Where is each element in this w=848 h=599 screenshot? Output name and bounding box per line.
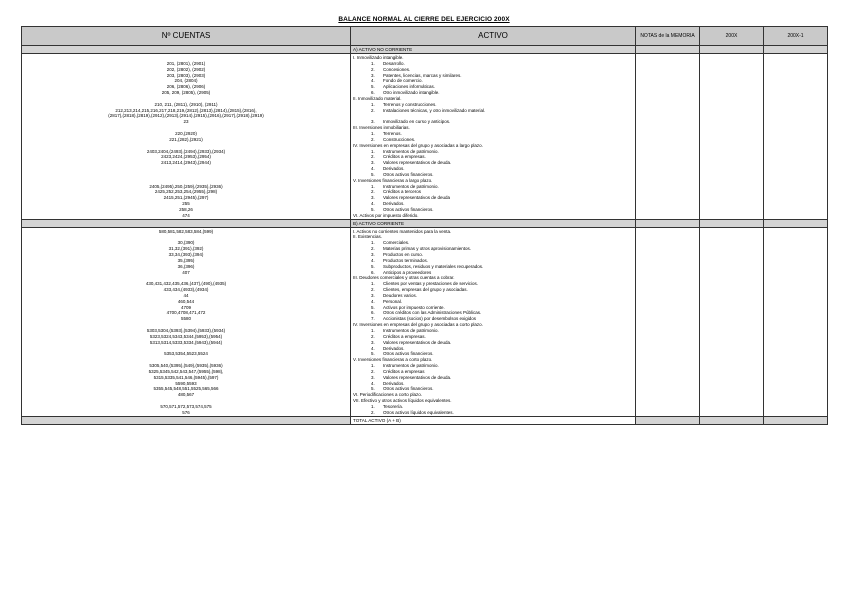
account-code-line: 5305,540,(5395),(549),(5935),(5936) [149, 363, 223, 369]
item-text: Instrumentos de patrimonio. [383, 183, 439, 189]
account-code-line: 430,431,432,435,436,(437),(490),(4935) [145, 281, 227, 287]
item-text: Subproductos, residuos y materiales recuperados. [383, 263, 484, 269]
item-text: Anticipos a proveedores [383, 269, 432, 275]
account-code-line: 203, (2803), (2903) [166, 72, 206, 78]
account-code-line: 5303,5304,(5393),(5394),(5933),(5934) [146, 327, 226, 333]
section-b-year-previous-cell [764, 227, 828, 416]
item-number: 6. [371, 269, 375, 275]
item-text: Otros activos financieros. [383, 386, 434, 392]
item-text: Desarrollo. [383, 60, 405, 66]
item-text: Activos por impuesto corriente. [383, 304, 445, 310]
item-text: III. Deudores comerciales y otras cuentas a cobrar. [353, 275, 455, 281]
section-b-items [351, 227, 636, 416]
item-text: Productos en curso. [383, 252, 424, 257]
item-number: 2. [371, 287, 375, 293]
item-text: Derivados. [383, 345, 405, 351]
total-label: TOTAL ACTIVO (A + B) [351, 416, 636, 424]
header-year-previous: 200X-1 [764, 27, 828, 46]
section-a-notas-cell [636, 54, 700, 220]
account-code-line: 460,544 [177, 298, 195, 304]
item-text: Derivados. [383, 380, 405, 386]
item-text: Accionistas (socios) por desembolsos exigidos [383, 316, 477, 322]
section-b-year-current-cell [700, 227, 764, 416]
item-text [353, 113, 354, 118]
item-number: 1. [371, 148, 375, 154]
account-code-line: 44 [183, 292, 189, 298]
item-text: VI. Periodificaciones a corto plazo. [353, 392, 423, 398]
document-title: BALANCE NORMAL AL CIERRE DEL EJERCICIO 200X [338, 16, 510, 23]
item-text: Inmovilizado en curso y anticipos. [383, 119, 451, 125]
item-text: VII. Efectivo y otros activos líquidos equivalentes. [353, 398, 452, 404]
item-text: Clientes, empresas del grupo y asociadas. [383, 287, 468, 293]
item-text: Clientes por ventas y prestaciones de servicios. [383, 281, 479, 287]
item-number: 5. [371, 304, 375, 310]
account-code-line: 255 [182, 201, 190, 207]
item-text: Otros créditos con las Administraciones Públicas. [383, 310, 482, 316]
account-code-line: 407 [182, 269, 190, 275]
total-row [22, 416, 828, 424]
item-number: 1. [371, 403, 375, 409]
account-code-line: 570,571,572,573,574,575 [160, 403, 212, 409]
item-number: 1. [371, 101, 375, 107]
account-code-line: 31,32,(391),(392) [168, 246, 204, 252]
item-number: 1. [371, 240, 375, 246]
item-text: Valores representativos de deuda. [383, 160, 452, 166]
item-number: 4. [371, 201, 375, 207]
item-text: VI. Activos por impuesto diferido. [353, 212, 419, 218]
header-accounts: Nº CUENTAS [22, 27, 351, 46]
section-a-body [22, 54, 828, 220]
section-b-body [22, 227, 828, 416]
account-code-line: 4700,4708,471,472 [166, 310, 206, 316]
item-number: 6. [371, 310, 375, 316]
item-text: IV. Inversiones en empresas del grupo y asociadas a corto plazo. [353, 322, 483, 328]
account-code-line: 5580 [180, 316, 191, 322]
item-number: 2. [371, 246, 375, 252]
account-code-line: 36,(396) [177, 263, 195, 269]
item-number: 3. [371, 72, 375, 78]
account-code-line: 201, (2801), (2901) [166, 60, 206, 66]
account-code-line: 580,581,582,583,584,(599) [158, 228, 214, 234]
item-text: Aplicaciones informáticas. [383, 84, 436, 90]
item-number: 3. [371, 252, 375, 257]
account-code-line: 23 [183, 119, 189, 125]
item-number: 1. [371, 281, 375, 287]
section-a-year-previous-cell [764, 54, 828, 220]
account-code-line: 204, (2804) [174, 78, 198, 84]
item-number: 2. [371, 136, 375, 142]
item-number: 1. [371, 183, 375, 189]
item-number: 5. [371, 263, 375, 269]
item-number: 3. [371, 119, 375, 125]
item-number: 3. [371, 195, 375, 201]
item-text: Instalaciones técnicas, y otro inmovilizado material. [383, 107, 486, 113]
section-b-notas-cell [636, 227, 700, 416]
account-code-line: 35,(395) [177, 257, 195, 263]
item-text: Valores representativos de deuda. [383, 339, 452, 345]
item-number: 3. [371, 339, 375, 345]
item-number: 2. [371, 333, 375, 339]
account-code-line: 221,(282),(2921) [169, 136, 203, 142]
item-number: 3. [371, 374, 375, 380]
account-code-line: 5323,5324,5343,5344,(5953),(5954) [149, 333, 223, 339]
section-a-header-row [22, 46, 828, 54]
item-text: Otros activos líquidos equivalentes. [383, 409, 454, 415]
item-text: II. Existencias. [353, 234, 383, 240]
account-code-line: 2423,2424,(2953),(2954) [161, 154, 211, 160]
item-text: Terrenos y construcciones. [383, 101, 437, 107]
account-code-line: 2405,(2495),250,(259),(2935),(2936) [149, 183, 223, 189]
header-row [22, 27, 828, 46]
item-number: 2. [371, 409, 375, 415]
item-text: Tesorería. [383, 403, 404, 409]
item-number: 1. [371, 327, 375, 333]
item-text: Valores representativos de deuda. [383, 374, 452, 380]
item-number: 2. [371, 189, 375, 195]
account-code-line: 480,567 [177, 392, 195, 398]
balance-sheet-document [21, 14, 827, 425]
section-a-label: A) ACTIVO NO CORRIENTE [351, 46, 636, 54]
account-code-line: 202, (2802), (2902) [166, 66, 206, 72]
item-number: 5. [371, 386, 375, 392]
account-code-line: 2403,2404,(2493),(2494),(2933),(2934) [146, 148, 226, 154]
item-text: Otros activos financieros. [383, 351, 434, 357]
header-notas: NOTAS de la MEMORIA [636, 27, 700, 46]
item-number: 3. [371, 160, 375, 166]
account-code-line: 2413,2414,(2943),(2944) [161, 160, 211, 166]
item-text: V. Inversiones financieras a corto plazo. [353, 357, 433, 363]
item-text: I. Inmovilizado intangible. [353, 55, 404, 60]
item-text: Productos terminados. [383, 257, 429, 263]
item-text: Valores representativos de deuda [383, 195, 450, 201]
item-number: 4. [371, 257, 375, 263]
item-text: Otro inmovilizado intangible. [383, 90, 440, 96]
account-code-line: 205, 209, (2805), (2905) [161, 90, 211, 96]
item-number: 4. [371, 380, 375, 386]
account-code-line: 5355,545,548,551,5525,565,566 [153, 386, 219, 392]
account-code-line: 258,26 [179, 206, 193, 212]
item-number: 2. [371, 154, 375, 160]
item-number: 4. [371, 78, 375, 84]
account-code-line: 212,213,214,215,216,217,218,219,(2812),(2813),(2814),(2815),(2816), [115, 107, 257, 113]
item-number: 4. [371, 166, 375, 172]
item-text: Terrenos. [383, 130, 402, 136]
item-text: Instrumentos de patrimonio. [383, 327, 439, 333]
item-number: 5. [371, 171, 375, 177]
item-text: Otros activos financieros. [383, 171, 434, 177]
item-text: Deudores varios. [383, 292, 418, 298]
item-number: 4. [371, 345, 375, 351]
activo-subitem [351, 410, 635, 416]
header-activo: ACTIVO [351, 27, 636, 46]
section-b-label: B) ACTIVO CORRIENTE [351, 219, 636, 227]
item-text: I. Activos no corrientes mantenidos para la venta. [353, 228, 452, 234]
item-number: 5. [371, 206, 375, 212]
item-text: V. Inversiones financieras a largo plazo. [353, 177, 433, 183]
section-a-items [351, 54, 636, 220]
account-code-line: 5353,5354,5523,5524 [164, 351, 208, 357]
account-code-line: 5590,5593 [175, 380, 197, 386]
activo-group-heading [351, 213, 635, 219]
account-code-line: 474 [182, 212, 190, 218]
item-text: Materias primas y otros aprovisionamientos. [383, 246, 472, 252]
section-a-accounts [22, 54, 351, 220]
item-text: Fondo de comercio. [383, 78, 423, 84]
account-code-line: 2415,251,(2945),(297) [163, 195, 209, 201]
item-text: Personal. [383, 298, 403, 304]
account-code-line: 576 [182, 409, 190, 415]
account-code-line: 206, (2806), (2906) [166, 84, 206, 90]
item-text: IV. Inversiones en empresas del grupo y asociadas a largo plazo. [353, 142, 483, 148]
item-text: III. Inversiones inmobiliarias. [353, 125, 410, 131]
account-code-line: 210, 211, (2811), (2910), (2911) [154, 101, 218, 107]
item-text: II. Inmovilizado material. [353, 95, 402, 101]
item-text: Créditos a empresas [383, 368, 425, 374]
section-b-accounts [22, 227, 351, 416]
section-a-year-current-cell [700, 54, 764, 220]
item-number: 4. [371, 298, 375, 304]
balance-table [21, 26, 828, 425]
item-number: 1. [371, 130, 375, 136]
item-text: Patentes, licencias, marcas y similares. [383, 72, 462, 78]
item-text: Concesiones. [383, 66, 411, 72]
item-text: Derivados. [383, 166, 405, 172]
account-code-line: (2817),(2818),(2819),(2912),(2913),(2914),(2915),(2916),(2917),(2918),(2919) [108, 113, 264, 119]
account-code-line: 220,(2920) [175, 130, 197, 136]
item-text: Derivados. [383, 201, 405, 207]
header-year-current: 200X [700, 27, 764, 46]
account-code-line: 5325,5345,542,543,547,(5955),(598), [148, 368, 224, 374]
item-text: Créditos a terceros [383, 189, 422, 195]
section-b-header-row [22, 219, 828, 227]
item-number: 1. [371, 60, 375, 66]
account-code-line: 4709 [180, 304, 191, 310]
item-number: 5. [371, 84, 375, 90]
item-text: Créditos a empresas. [383, 333, 426, 339]
item-text: Construcciones. [383, 136, 416, 142]
item-number: 2. [371, 66, 375, 72]
item-number: 2. [371, 368, 375, 374]
item-text: Créditos a empresas. [383, 154, 426, 160]
account-code-line: 5315,5335,541,546,(5945),(597) [153, 374, 219, 380]
account-code-line: 433,434,(4933),(4934) [163, 287, 209, 293]
item-number: 1. [371, 363, 375, 369]
account-code-line: 33,34,(393),(394) [168, 252, 204, 257]
item-text: Otros activos financieros. [383, 206, 434, 212]
item-number: 7. [371, 316, 375, 322]
item-number: 3. [371, 292, 375, 298]
account-code-line: 30,(390) [177, 240, 195, 246]
item-text: Instrumentos de patrimonio. [383, 148, 439, 154]
item-number: 6. [371, 90, 375, 96]
account-code-line: 5313,5314,5333,5334,(5943),(5944) [149, 339, 223, 345]
item-number: 2. [371, 107, 375, 113]
account-code-line: 2425,252,253,254,(2955),(298) [154, 189, 218, 195]
item-number: 5. [371, 351, 375, 357]
item-text: Comerciales. [383, 240, 410, 246]
item-text: Instrumentos de patrimonio. [383, 363, 439, 369]
